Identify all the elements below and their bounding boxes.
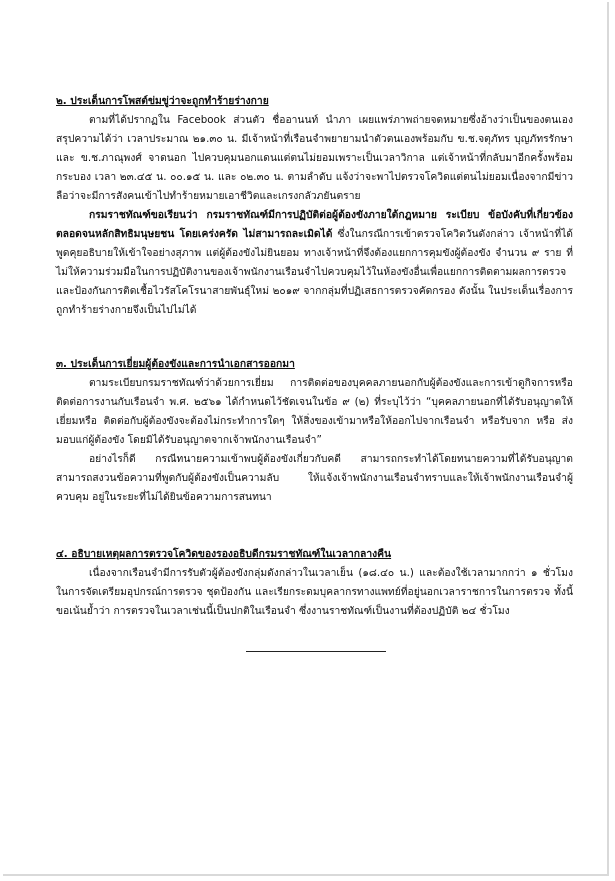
document-body xyxy=(56,92,573,621)
section-4-paragraph-1: เนื่องจากเรือนจำมีการรับตัวผู้ต้องขังกลุ่มดังกล่าวในเวลาเย็น (๑๘.๔๐ น.) และต้องใช้เวลามากกว่า ๑ ชั่วโมงในการจัดเตรียมอุปกรณ์การตรวจ ชุดป้องกัน และเรียกระดมบุคลากรทางแพทย์ที่อยู่นอกเวลาราชการในการตรวจ ทั้งนี้ ขอเน้นย้ำว่า การตรวจในเวลาเช่นนี้เป็นปกติในเรือนจำ ซึ่งงานราชทัณฑ์เป็นงานที่ต้องปฏิบัติ ๒๔ ชั่วโมง xyxy=(56,567,573,617)
closing-rule-line xyxy=(246,651,386,652)
section-2-paragraph-2 xyxy=(56,206,573,320)
section-3-heading: ๓. ประเด็นการเยี่ยมผู้ต้องขังและการนำเอกสารออกมา xyxy=(56,358,295,370)
document-page xyxy=(3,2,609,876)
section-2-paragraph-2-rest: ซึ่งในกรณีการเข้าตรวจโควิดวันดังกล่าว เจ้าหน้าที่ได้พูดคุยอธิบายให้เข้าใจอย่างสุภาพ แต่ผู้ต้องขังไม่ยินยอม ทางเจ้าหน้าที่จึงต้องแยกการคุมขังผู้ต้องขัง จำนวน ๙ ราย ที่ไม่ให้ความร่วมมือในการปฏิบัติงานของเจ้าพนักงานเรือนจำไปควบคุมไว้ในห้องขังอื่นเพื่อแยกการติดตามผลการตรวจและป้องกันการติดเชื้อไวรัสโคโรนาสายพันธุ์ใหม่ ๒๐๑๙ จากกลุ่มที่ปฏิเสธการตรวจคัดกรอง ดังนั้น ในประเด็นเรื่องการถูกทำร้ายร่างกายจึงเป็นไปไม่ได้ xyxy=(56,228,573,316)
section-2-paragraph-1: ตามที่ได้ปรากฏใน Facebook ส่วนตัว ชื่ออานนท์ นำภา เผยแพร่ภาพถ่ายจดหมายซึ่งอ้างว่าเป็นของตนเอง สรุปความได้ว่า เวลาประมาณ ๒๑.๓๐ น. มีเจ้าหน้าที่เรือนจำพยายามนำตัวตนเองพร้อมกับ ข.ช.จตุภัทร บุญภัทรรักษา และ ข.ช.ภาณุพงศ์ จาดนอก ไปควบคุมนอกแดนแต่ตนไม่ยอมเพราะเป็นเวลาวิกาล แต่เจ้าหน้าที่กลับมาอีกครั้งพร้อมกระบอง เวลา ๒๓.๔๕ น. ๐๐.๑๕ น. และ ๐๒.๓๐ น. ตามลำดับ แจ้งว่าจะพาไปตรวจโควิดแต่ตนไม่ยอมเนื่องจากมีข่าวลือว่าจะมีการสังคนเข้าไปทำร้ายหมายเอาชีวิตและเกรงกลัวภยันตราย xyxy=(56,114,573,202)
section-3-paragraph-2: อย่างไรก็ดี กรณีทนายความเข้าพบผู้ต้องขังเกี่ยวกับคดี สามารถกระทำได้โดยทนายความที่ได้รับอนุญาตสามารถสงวนข้อความที่พูดกับผู้ต้องขังเป็นความลับ ให้แจ้งเจ้าพนักงานเรือนจำทราบและให้เจ้าพนักงานเรือนจำผู้ควบคุม อยู่ในระยะที่ไม่ได้ยินข้อความการสนทนา xyxy=(56,453,573,503)
section-3-paragraph-1: ตามระเบียบกรมราชทัณฑ์ว่าด้วยการเยี่ยม การติดต่อของบุคคลภายนอกกับผู้ต้องขังและการเข้าดูกิจการหรือติดต่อการงานกับเรือนจำ พ.ศ. ๒๕๖๑ ได้กำหนดไว้ชัดเจนในข้อ ๙ (๒) ที่ระบุไว้ว่า “บุคคลภายนอกที่ได้รับอนุญาตให้เยี่ยมหรือ ติดต่อกับผู้ต้องขังจะต้องไม่กระทำการใดๆ ให้สิ่งของเข้ามาหรือให้ออกไปจากเรือนจำ หรือรับจาก หรือ ส่งมอบแก่ผู้ต้องขัง โดยมิได้รับอนุญาตจากเจ้าพนักงานเรือนจำ” xyxy=(56,377,573,446)
section-2-bold-statement: กรมราชทัณฑ์ขอเรียนว่า กรมราชทัณฑ์มีการปฏิบัติต่อผู้ต้องขังภายใต้กฎหมาย ระเบียบ ข้อบังคับที่เกี่ยวข้อง ตลอดจนหลักสิทธิมนุษยชน โดยเคร่งครัด ไม่สามารถละเมิดได้ xyxy=(56,209,573,240)
section-2-heading: ๒. ประเด็นการโพสต์ข่มขู่ว่าจะถูกทำร้ายร่างกาย xyxy=(56,95,269,107)
section-4-heading: ๔. อธิบายเหตุผลการตรวจโควิดของรองอธิบดีกรมราชทัณฑ์ในเวลากลางคืน xyxy=(56,548,392,560)
